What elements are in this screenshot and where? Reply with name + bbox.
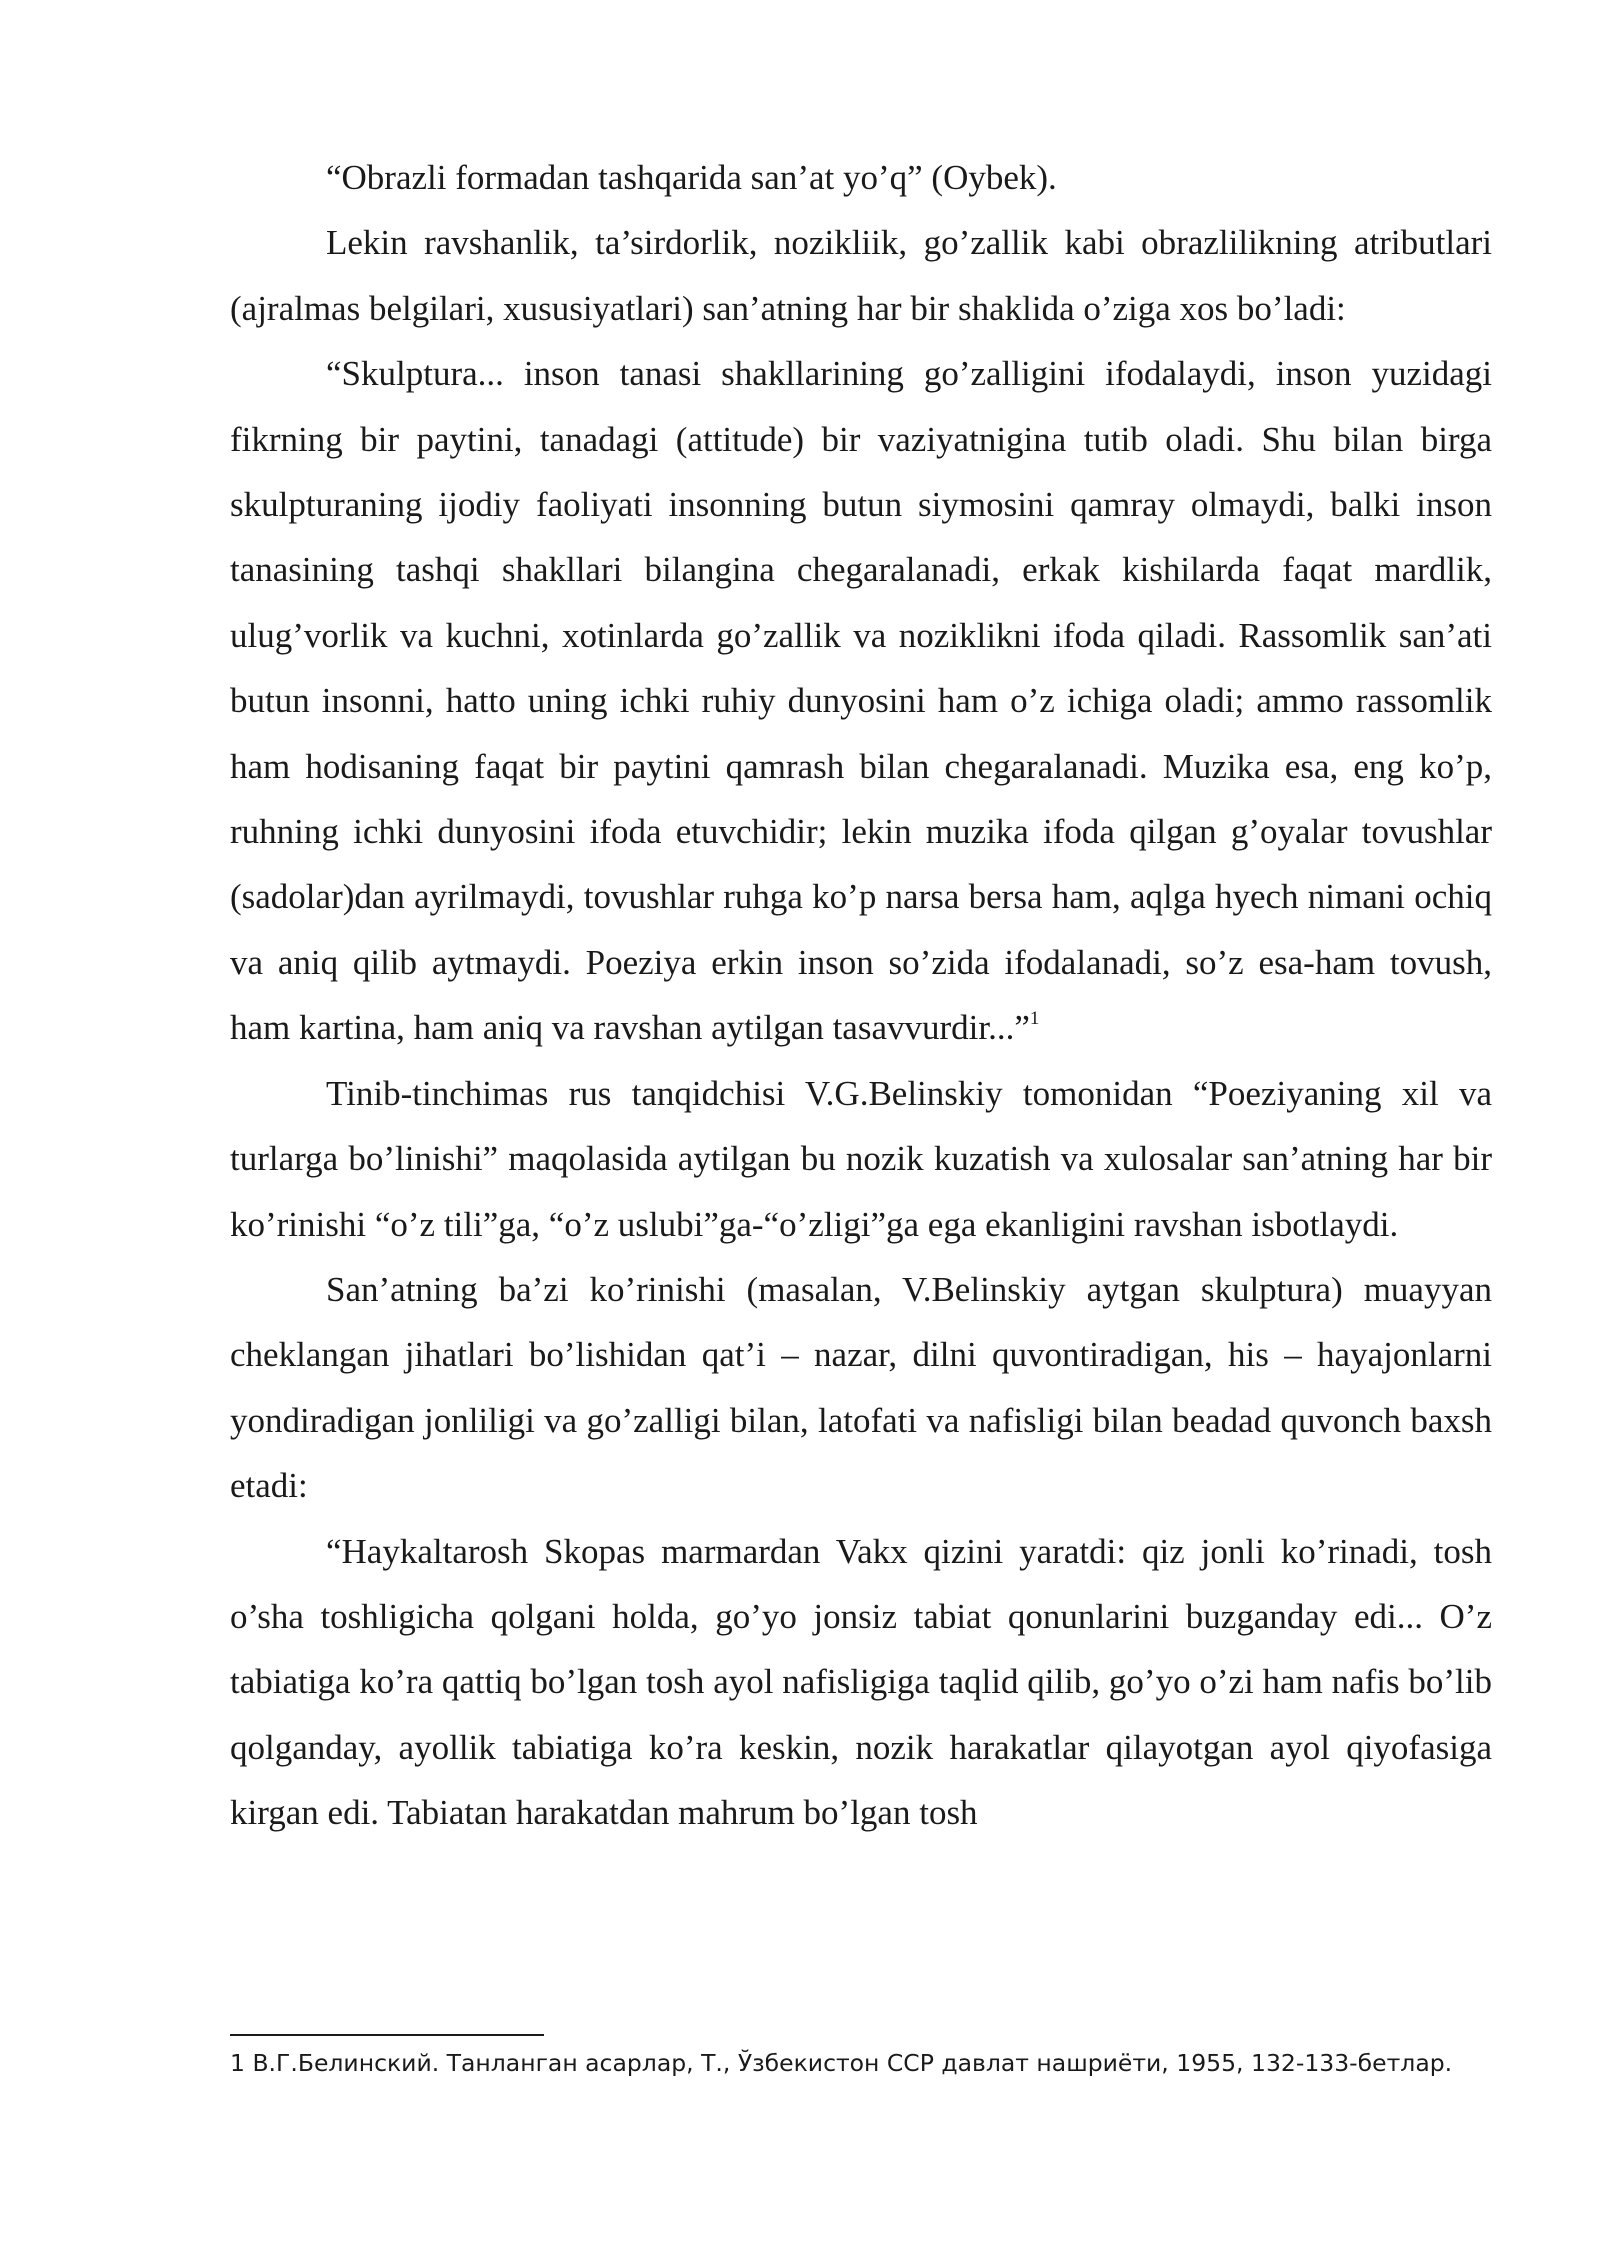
belinsky-quote-text: “Skulptura... inson tanasi shakllarining go’zalligini ifodalaydi, inson yuzidagi fikrning bir paytini, tanadagi (attitude) bir vaziyatnigina tutib oladi. Shu bilan birga skulpturaning ijodiy faoliyati insonning butun siymosini qamray olmaydi, balki inson tanasining tashqi shakllari bilangina chegaralanadi, erkak kishilarda faqat mardlik, ulug’vorlik va kuchni, xotinlarda go’zallik va noziklikni ifoda qiladi. Rassomlik san’ati butun insonni, hatto uning ichki ruhiy dunyosini ham o’z ichiga oladi; ammo rassomlik ham hodisaning faqat bir paytini qamrash bilan chegaralanadi. Muzika esa, eng ko’p, ruhning ichki dunyosini ifoda etuvchidir; lekin muzika ifoda qilgan g’oyalar tovushlar (sadolar)dan ayrilmaydi, tovushlar ruhga ko’p narsa bersa ham, aqlga hyech nimani ochiq va aniq qilib aytmaydi. Poeziya erkin inson so’zida ifodalanadi, so’z esa-ham tovush, ham kartina, ham aniq va ravshan aytilgan tasavvurdir...” [230,354,1492,1048]
paragraph-skopas-quote: “Haykaltarosh Skopas marmardan Vakx qizini yaratdi: qiz jonli ko’rinadi, tosh o’sha toshligicha qolgani holda, go’yo jonsiz tabiat qonunlarini buzganday edi... O’z tabiatiga ko’ra qattiq bo’lgan tosh ayol nafisligiga taqlid qilib, go’yo o’zi ham nafis bo’lib qolganday, ayollik tabiatiga ko’ra keskin, nozik harakatlar qilayotgan ayol qiyofasiga kirgan edi. Tabiatan harakatdan mahrum bo’lgan tosh [230,1531,1492,1833]
footnote-text: В.Г.Белинский. Танланган асарлар, Т., Ўзбекистон ССР давлат нашриёти, 1955, 132-133-бетлар. [252,2049,1453,2077]
paragraph-oybek-quote: “Obrazli formadan tashqarida san’at yo’q” (Oybek). [326,158,1057,197]
paragraph-imagery-attributes: Lekin ravshanlik, ta’sirdorlik, nozikliik, go’zallik kabi obrazlilikning atributlari (ajralmas belgilari, xususiyatlari) san’atning har bir shaklida o’ziga xos bo’ladi: [230,223,1492,328]
paragraph-belinsky-commentary: Tinib-tinchimas rus tanqidchisi V.G.Belinskiy tomonidan “Poeziyaning xil va turlarga bo’linishi” maqolasida aytilgan bu nozik kuzatish va xulosalar san’atning har bir ko’rinishi “o’z tili”ga, “o’z uslubi”ga-“o’zligi”ga ega ekanligini ravshan isbotlaydi. [230,1073,1492,1244]
footnote [230,2045,1492,2081]
footnote-reference[interactable]: 1 [1029,1008,1040,1030]
paragraph-art-forms: San’atning ba’zi ko’rinishi (masalan, V.Belinskiy aytgan skulptura) muayyan cheklangan jihatlari bo’lishidan qat’i – nazar, dilni quvontiradigan, his – hayajonlarni yondiradigan jonliligi va go’zalligi bilan, latofati va nafisligi bilan beadad quvonch baxsh etadi: [230,1269,1492,1506]
body-text [230,145,1492,1846]
footnote-number: 1 [230,2049,245,2077]
paragraph-belinsky-quote [230,341,1492,1060]
footnote-separator [230,2034,544,2036]
